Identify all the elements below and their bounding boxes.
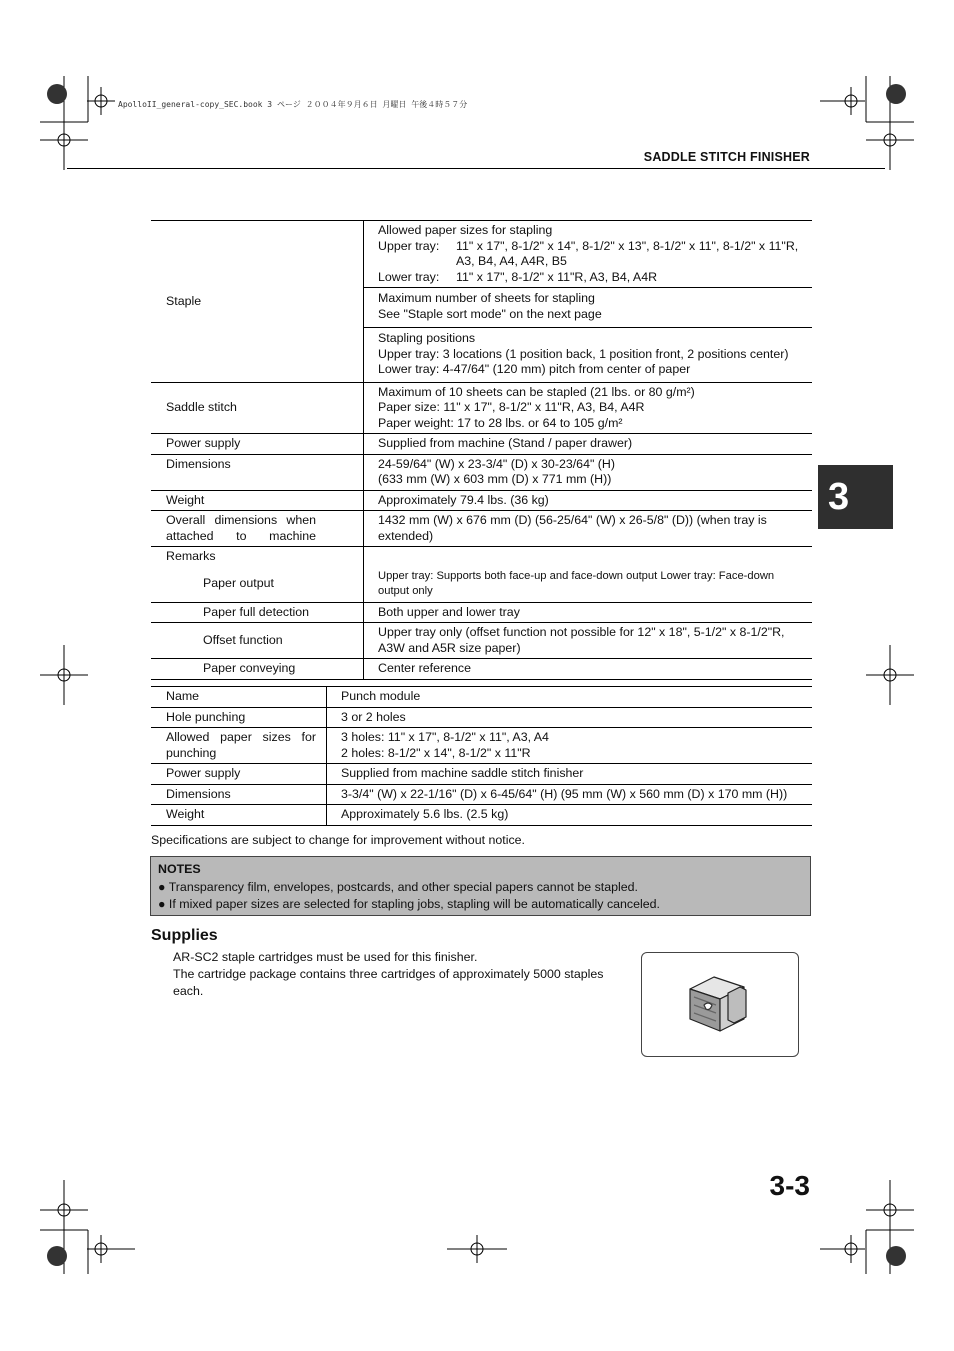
punch-spec-table [151,686,812,826]
supplies-heading: Supplies [151,927,218,944]
note-item: ● Transparency film, envelopes, postcards, and other special papers cannot be stapled. [158,880,638,894]
dimensions-label: Dimensions [151,454,364,490]
table-row [151,490,812,511]
staple-cartridge-illustration [641,952,799,1057]
table-row [151,382,812,434]
saddle-line-2: Paper size: 11" x 17", 8-1/2" x 11"R, A3, B4, A4R [378,400,645,414]
page-number: 3-3 [769,1170,810,1201]
table-row [151,221,812,383]
saddle-line-1: Maximum of 10 sheets can be stapled (21 lbs. or 80 g/m²) [378,384,695,399]
dimensions-line-2: (633 mm (W) x 603 mm (D) x 771 mm (H)) [378,472,612,486]
table-row [151,728,812,764]
note-item: ● If mixed paper sizes are selected for stapling jobs, stapling will be automatically canceled. [158,897,660,911]
paper-output-value: Upper tray: Supports both face-up and face-down output Lower tray: Face-down output only [378,569,775,597]
offset-function-label: Offset function [151,623,364,659]
remarks-label: Remarks [151,547,364,567]
punch-dimensions-label: Dimensions [151,784,327,805]
table-row [151,687,812,708]
overall-dimensions-value: 1432 mm (W) x 676 mm (D) (56-25/64" (W) x 26-5/8" (D)) (when tray is extended) [364,511,813,547]
table-row [151,511,812,547]
punch-dimensions-value: 3-3/4" (W) x 22-1/16" (D) x 6-45/64" (H) (95 mm (W) x 560 mm (D) x 170 mm (H)) [327,784,813,805]
staple-upper-label: Upper tray: [378,238,440,253]
staple-max-value: See "Staple sort mode" on the next page [378,306,602,321]
chapter-tab[interactable]: 3 [818,465,893,529]
punch-name-value: Punch module [327,687,813,708]
weight-label: Weight [151,490,364,511]
saddle-stitch-label: Saddle stitch [151,382,364,434]
punch-name-label: Name [151,687,327,708]
punch-power-value: Supplied from machine saddle stitch finisher [327,764,813,785]
punch-power-label: Power supply [151,764,327,785]
punch-weight-label: Weight [151,805,327,826]
punch-sizes-3-holes: 3 holes: 11" x 17", 8-1/2" x 11", A3, A4 [341,730,549,744]
notes-title: NOTES [158,862,201,876]
paper-conveying-value: Center reference [364,659,813,680]
table-row [151,602,812,623]
staple-lower-label: Lower tray: [378,269,440,284]
hole-punching-label: Hole punching [151,707,327,728]
paper-conveying-label: Paper conveying [151,659,364,680]
weight-value: Approximately 79.4 lbs. (36 kg) [364,490,813,511]
staple-sizes-title: Allowed paper sizes for stapling [378,223,553,237]
table-row [151,567,812,603]
punch-weight-value: Approximately 5.6 lbs. (2.5 kg) [327,805,813,826]
table-row [151,454,812,490]
table-row [151,434,812,455]
offset-function-value: Upper tray only (offset function not possible for 12" x 18", 5-1/2" x 8-1/2"R, A3W and A5R size paper) [364,623,813,659]
staple-positions-lower: Lower tray: 4-47/64" (120 mm) pitch from center of paper [378,362,691,376]
punch-sizes-2-holes: 2 holes: 8-1/2" x 14", 8-1/2" x 11"R [341,745,531,760]
staple-label: Staple [151,221,364,383]
staple-positions-title: Stapling positions [378,331,476,345]
paper-full-label: Paper full detection [151,602,364,623]
spec-change-note: Specifications are subject to change for improvement without notice. [151,833,525,847]
supplies-line-2: The cartridge package contains three cartridges of approximately 5000 staples each. [173,967,604,998]
staple-max-title: Maximum number of sheets for stapling [378,291,595,305]
table-row [151,623,812,659]
notes-box [150,856,811,916]
power-supply-label: Power supply [151,434,364,455]
paper-full-value: Both upper and lower tray [364,602,813,623]
hole-punching-value: 3 or 2 holes [327,707,813,728]
header-rule [67,168,885,169]
paper-output-label: Paper output [151,567,364,603]
staple-positions-upper: Upper tray: 3 locations (1 position back, 1 position front, 2 positions center) [378,346,789,361]
supplies-line-1: AR-SC2 staple cartridges must be used for this finisher. [173,950,478,964]
staple-upper-value: 11" x 17", 8-1/2" x 14", 8-1/2" x 13", 8-1/2" x 11", 8-1/2" x 11"R, A3, B4, A4, A4R, B5 [456,238,799,268]
table-row [151,784,812,805]
finisher-spec-table [151,220,812,680]
staple-cartridge-icon [642,953,798,1056]
file-meta-line: ApolloII_general-copy_SEC.book 3 ページ ２００４年９月６日 月曜日 午後４時５７分 [118,100,468,109]
table-row [151,707,812,728]
staple-lower-value: 11" x 17", 8-1/2" x 11"R, A3, B4, A4R [456,269,658,284]
table-row [151,659,812,680]
dimensions-line-1: 24-59/64" (W) x 23-3/4" (D) x 30-23/64" (H) [378,456,615,471]
power-supply-value: Supplied from machine (Stand / paper drawer) [364,434,813,455]
saddle-line-3: Paper weight: 17 to 28 lbs. or 64 to 105 g/m² [378,415,623,430]
table-row [151,764,812,785]
table-row [151,805,812,826]
table-row [151,547,812,567]
section-title: SADDLE STITCH FINISHER [643,150,810,164]
overall-dimensions-label: Overall dimensions when attached to machine [166,513,316,543]
punch-sizes-label: Allowed paper sizes for punching [166,730,316,760]
